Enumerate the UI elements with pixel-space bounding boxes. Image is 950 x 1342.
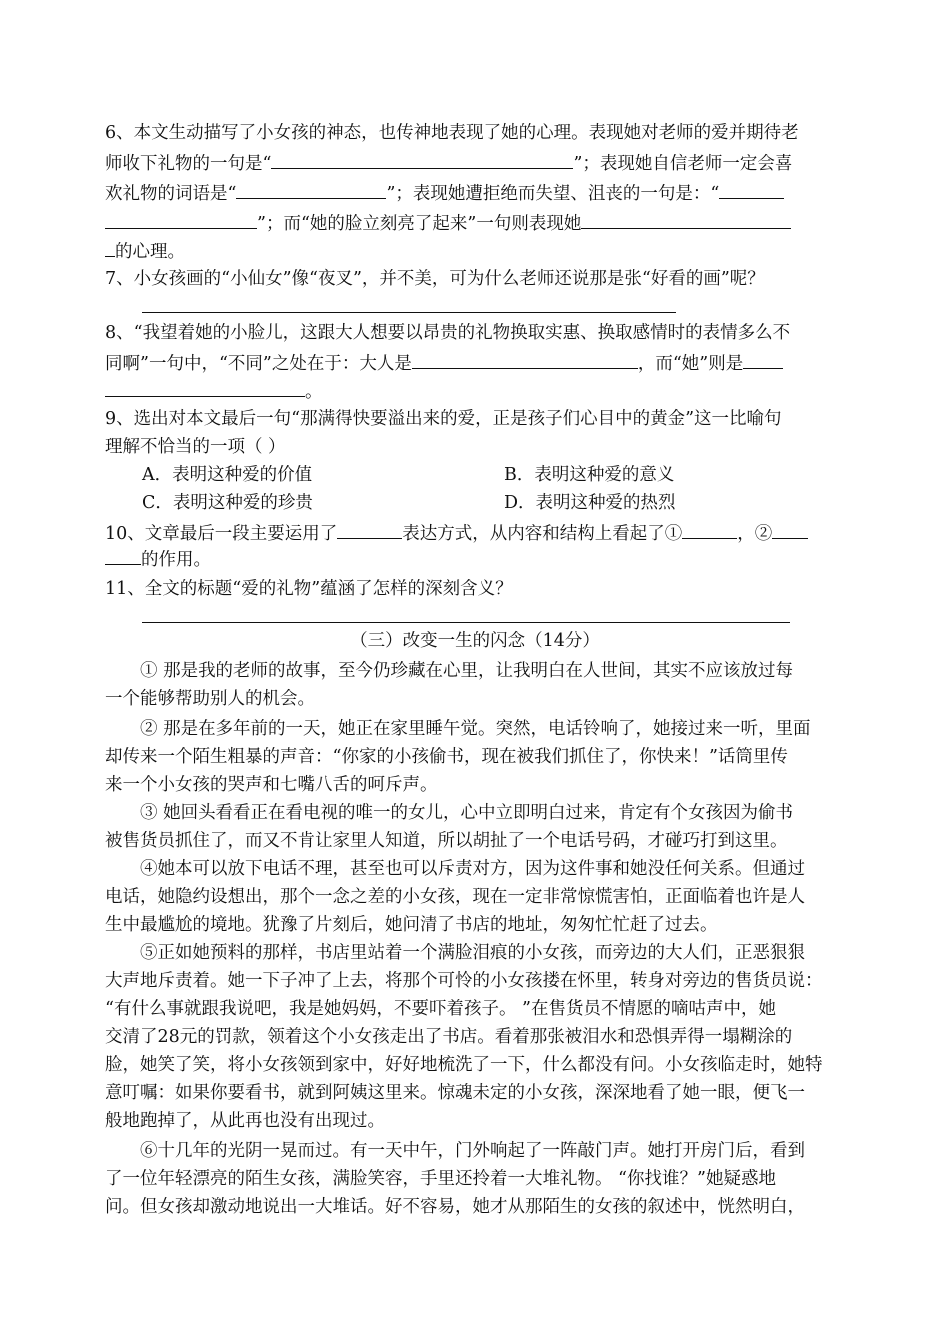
q6-text: 师收下礼物的一句是“: [105, 154, 272, 174]
q10-line-2: [105, 548, 211, 571]
q10-text: 表达方式，从内容和结构上看起了①: [402, 524, 683, 544]
q8-line-3: [105, 380, 323, 403]
q10-answer-blank-3b[interactable]: [105, 548, 141, 565]
passage-line: 意叮嘱：如果你要看书，就到阿姨这里来。惊魂未定的小女孩，深深地看了她一眼，便飞一: [105, 1083, 805, 1103]
q8-answer-blank-1[interactable]: [412, 352, 638, 369]
q8-line-1: 8、“我望着她的小脸儿，这跟大人想要以昂贵的礼物换取实惠、换取感情时的表情多么不: [105, 323, 791, 343]
passage-line: ② 那是在多年前的一天，她正在家里睡午觉。突然，电话铃响了，她接过来一听，里面: [140, 719, 811, 739]
q10-answer-blank-1[interactable]: [337, 522, 402, 539]
q8-text: ，而“她”则是: [637, 354, 744, 374]
q7-line-1: 7、小女孩画的“小仙女”像“夜叉”，并不美，可为什么老师还说那是张“好看的画”呢？: [105, 269, 765, 289]
q10-line-1: [105, 522, 808, 545]
q6-line-3: [105, 182, 784, 205]
q6-line-2: [105, 152, 792, 175]
passage-line: 却传来一个陌生粗暴的声音：“你家的小孩偷书，现在被我们抓住了，你快来！”话筒里传: [105, 747, 788, 767]
q9-option-c[interactable]: C．表明这种爱的珍贵: [142, 493, 313, 513]
passage-line: 被售货员抓住了，而又不肯让家里人知道，所以胡扯了一个电话号码，才碰巧打到这里。: [105, 831, 788, 851]
passage-line: ① 那是我的老师的故事，至今仍珍藏在心里，让我明白在人世间，其实不应该放过每: [140, 661, 794, 681]
passage-line: 了一位年轻漂亮的陌生女孩，满脸笑容，手里还拎着一大堆礼物。 “你找谁？”她疑惑地: [105, 1169, 776, 1189]
passage-line: 交清了28元的罚款，领着这个小女孩走出了书店。看着那张被泪水和恐惧弄得一塌糊涂的: [105, 1027, 793, 1047]
q8-line-2: [105, 352, 783, 375]
passage-line: 问。但女孩却激动地说出一大堆话。好不容易，她才从那陌生的女孩的叙述中，恍然明白，: [105, 1197, 805, 1217]
q9-option-b[interactable]: B．表明这种爱的意义: [504, 465, 675, 485]
q6-text: ”；表现她自信老师一定会喜: [573, 154, 793, 174]
q6-text: 的心理。: [115, 242, 185, 262]
passage-line: 大声地斥责着。她一下子冲了上去，将那个可怜的小女孩搂在怀里，转身对旁边的售货员说：: [105, 971, 823, 991]
q10-text: 的作用。: [141, 550, 211, 570]
q6-answer-blank-4b[interactable]: [105, 240, 115, 257]
passage-line: 生中最尴尬的境地。犹豫了片刻后，她问清了书店的地址，匆匆忙忙赶了过去。: [105, 915, 718, 935]
passage-line: 来一个小女孩的哭声和七嘴八舌的呵斥声。: [105, 775, 438, 795]
q9-line-1: 9、选出对本文最后一句“那满得快要溢出来的爱，正是孩子们心目中的黄金”这一比喻句: [105, 409, 782, 429]
q10-answer-blank-3a[interactable]: [772, 522, 808, 539]
q6-answer-blank-3b[interactable]: [105, 212, 257, 229]
q9-option-a[interactable]: A．表明这种爱的价值: [142, 465, 313, 485]
q6-text: 欢礼物的词语是“: [105, 184, 237, 204]
q11-line-1: 11、全文的标题“爱的礼物”蕴涵了怎样的深刻含义？: [105, 579, 513, 599]
q6-answer-blank-4a[interactable]: [581, 212, 791, 229]
q9-option-d[interactable]: D．表明这种爱的热烈: [504, 493, 676, 513]
passage-line: ⑤正如她预料的那样，书店里站着一个满脸泪痕的小女孩，而旁边的大人们，正恶狠狠: [140, 943, 805, 963]
q6-line-5: [105, 240, 185, 263]
passage-line: 脸，她笑了笑，将小女孩领到家中，好好地梳洗了一下，什么都没有问。小女孩临走时，她特: [105, 1055, 823, 1075]
q6-line-4: [105, 212, 791, 235]
q10-text: 10、文章最后一段主要运用了: [105, 524, 338, 544]
passage-line: ⑥十几年的光阴一晃而过。有一天中午，门外响起了一阵敲门声。她打开房门后，看到: [140, 1141, 805, 1161]
q8-text: 。: [305, 382, 323, 402]
section-title: （三）改变一生的闪念（14分）: [350, 631, 600, 651]
q6-answer-blank-1[interactable]: [271, 152, 573, 169]
q7-answer-line[interactable]: [142, 312, 676, 313]
passage-line: “有什么事就跟我说吧，我是她妈妈，不要吓着孩子。 ”在售货员不情愿的嘀咕声中，她: [105, 999, 776, 1019]
q6-answer-blank-2[interactable]: [236, 182, 386, 199]
q8-answer-blank-2a[interactable]: [743, 352, 783, 369]
q11-answer-line[interactable]: [142, 622, 790, 623]
passage-line: 般地跑掉了，从此再也没有出现过。: [105, 1111, 385, 1131]
q6-line-1: 6、本文生动描写了小女孩的神态，也传神地表现了她的心理。表现她对老师的爱并期待老: [105, 123, 799, 143]
q9-line-2: 理解不恰当的一项（ ）: [105, 437, 286, 457]
passage-line: 电话，她隐约设想出，那个一念之差的小女孩，现在一定非常惊慌害怕，正面临着也许是人: [105, 887, 805, 907]
q6-text: ”；表现她遭拒绝而失望、沮丧的一句是：“: [386, 184, 720, 204]
q8-text: 同啊”一句中，“不同”之处在于：大人是: [105, 354, 412, 374]
q8-answer-blank-2b[interactable]: [105, 380, 305, 397]
q6-text: ”；而“她的脸立刻亮了起来”一句则表现她: [257, 214, 582, 234]
passage-line: ④她本可以放下电话不理，甚至也可以斥责对方，因为这件事和她没任何关系。但通过: [140, 859, 805, 879]
passage-line: ③ 她回头看看正在看电视的唯一的女儿，心中立即明白过来，肯定有个女孩因为偷书: [140, 803, 794, 823]
passage-line: 一个能够帮助别人的机会。: [105, 689, 315, 709]
q10-answer-blank-2[interactable]: [682, 522, 737, 539]
q6-answer-blank-3a[interactable]: [719, 182, 784, 199]
q10-text: ，②: [737, 524, 773, 544]
